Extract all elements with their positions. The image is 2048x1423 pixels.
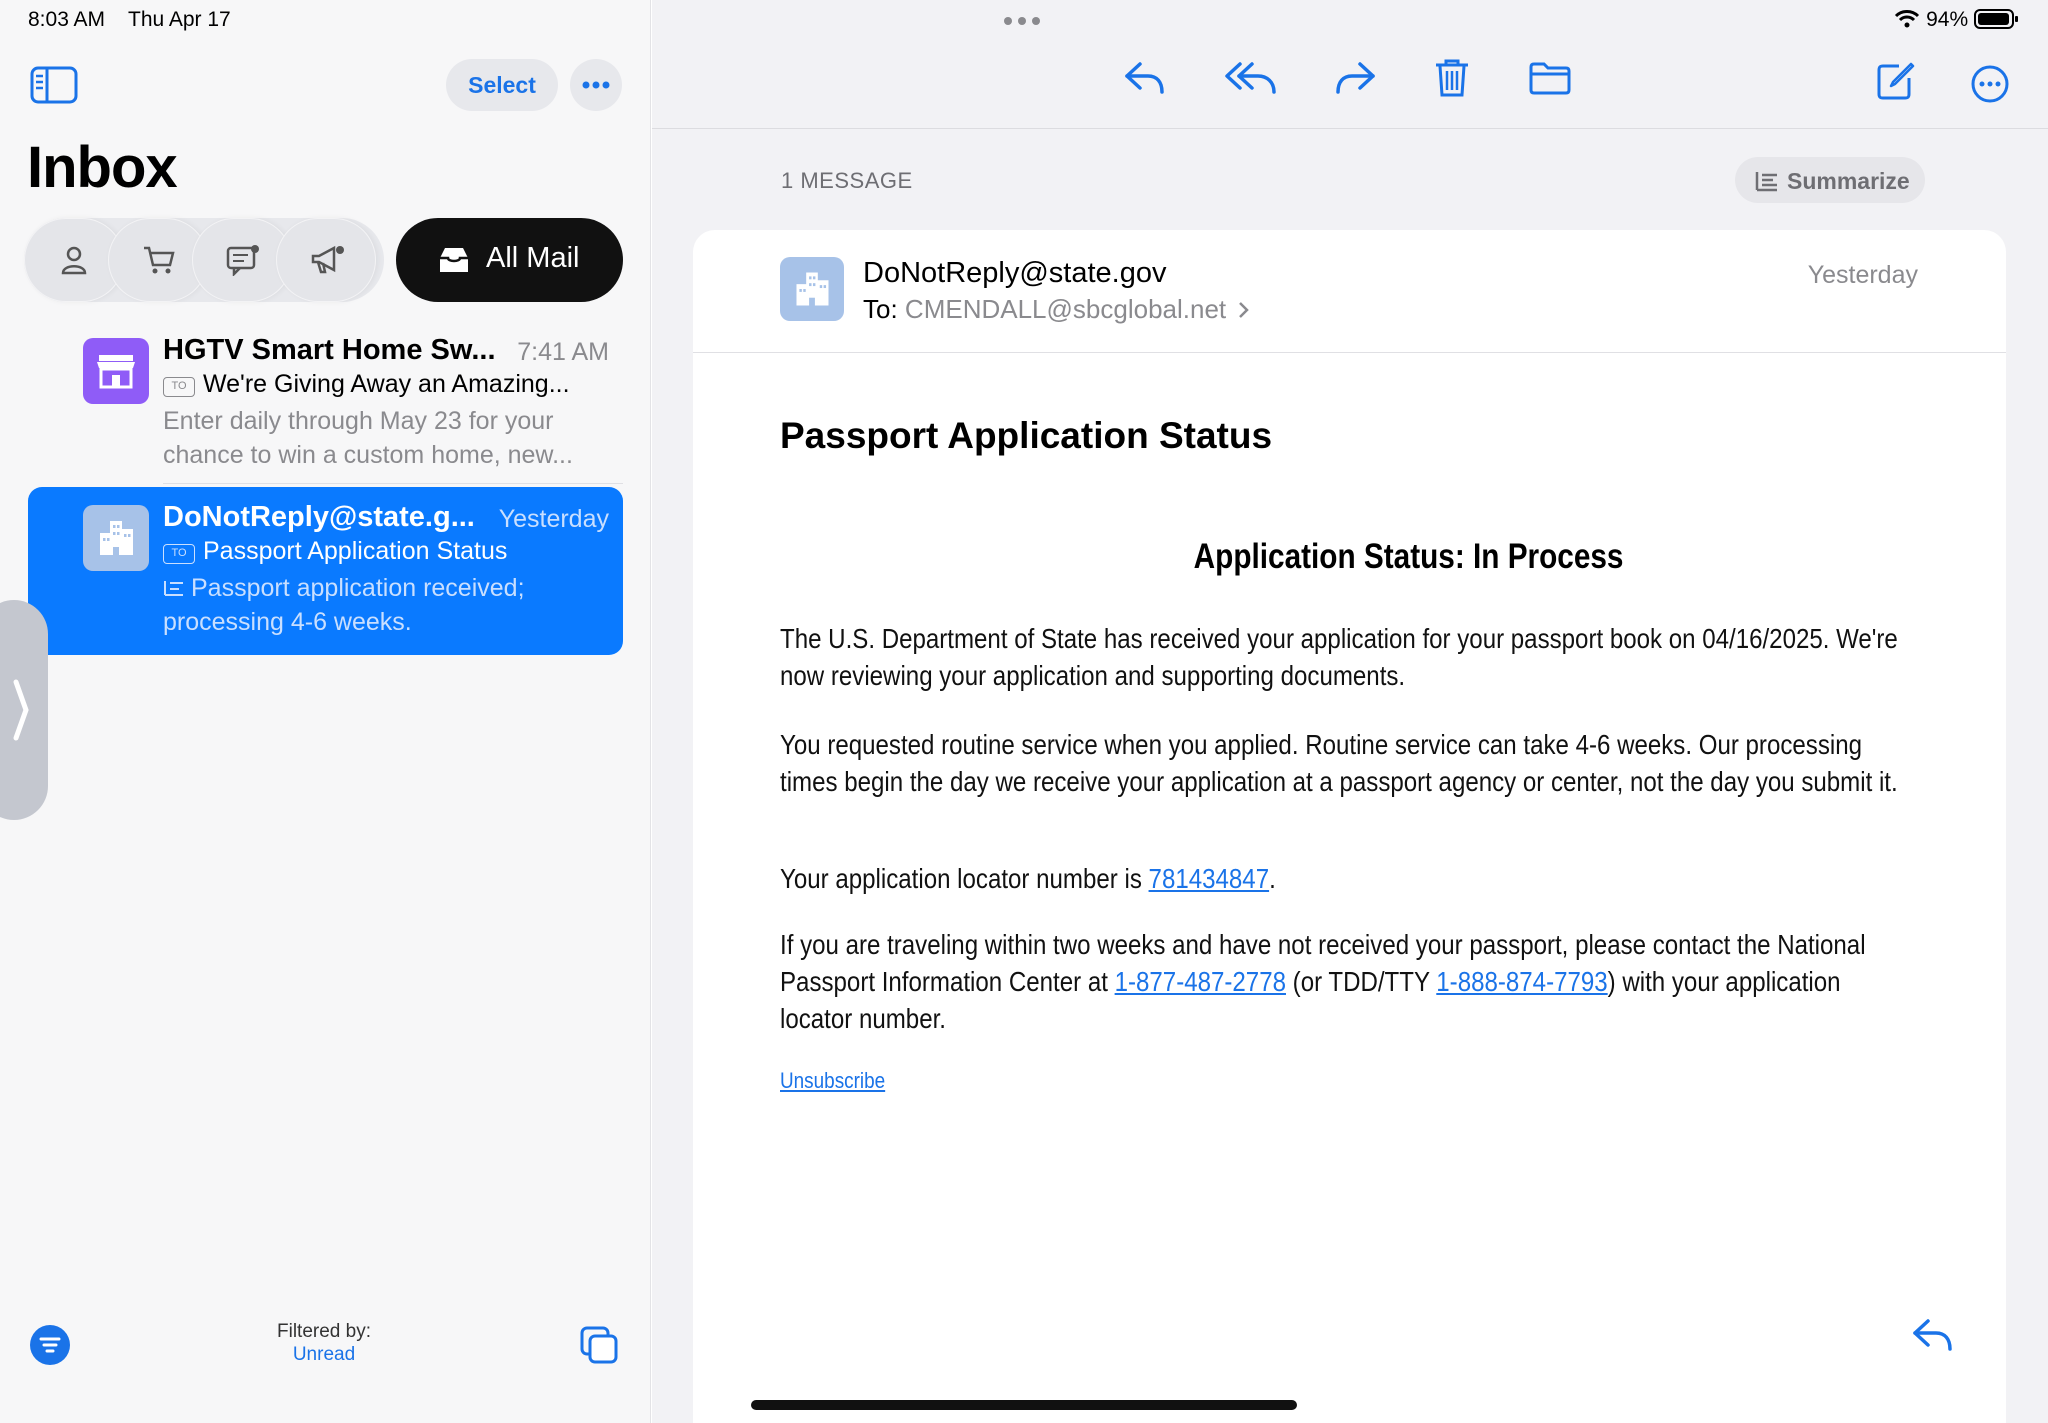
filter-icon (30, 1325, 70, 1365)
reply-icon (1912, 1317, 1954, 1353)
reply-all-icon (1224, 60, 1278, 96)
windows-stack-icon (578, 1324, 620, 1366)
ellipsis-icon (570, 59, 622, 111)
text-segment: If you are traveling within two weeks and have not received your passport, please contact the National Passport Information Center at (780, 929, 1866, 997)
tty-phone-link[interactable]: 1-888-874-7793 (1436, 966, 1608, 997)
forward-button[interactable] (1334, 60, 1376, 96)
stack-view-button[interactable] (578, 1324, 620, 1366)
text-segment: . (1269, 863, 1276, 894)
list-item[interactable] (28, 320, 623, 488)
battery-percent: 94% (1926, 8, 1969, 31)
cart-icon (142, 244, 176, 276)
person-icon (58, 244, 90, 276)
message-preview: Enter daily through May 23 for your chance to win a custom home, new... (163, 407, 573, 469)
status-date: Thu Apr 17 (128, 8, 231, 31)
compose-icon (1875, 62, 1915, 100)
sender-avatar (780, 257, 844, 321)
message-count: 1 MESSAGE (781, 168, 913, 193)
sidebar-drag-handle[interactable] (0, 600, 48, 820)
reply-icon (1124, 60, 1166, 96)
chevron-right-icon (0, 600, 48, 820)
message-preview (163, 571, 603, 639)
mailbox-sidebar (0, 0, 651, 1423)
move-folder-button[interactable] (1528, 60, 1572, 96)
folder-icon (1528, 60, 1572, 96)
filter-button[interactable] (30, 1325, 70, 1365)
page-title: Inbox (27, 135, 177, 200)
email-heading: Application Status: In Process (1193, 537, 1624, 576)
storefront-icon (83, 338, 149, 404)
phone-link[interactable]: 1-877-487-2778 (1114, 966, 1286, 997)
trash-icon (1434, 58, 1470, 98)
text-segment: Your application locator number is (780, 863, 1149, 894)
message-reader (652, 0, 2048, 1423)
filter-value[interactable]: Unread (292, 1344, 356, 1365)
chevron-right-icon (1237, 300, 1251, 320)
forward-icon (1334, 60, 1376, 96)
summarize-icon (1755, 170, 1781, 192)
trash-button[interactable] (1434, 58, 1470, 98)
all-mail-tab[interactable] (396, 218, 623, 302)
reply-button[interactable] (1124, 60, 1166, 96)
email-subject: Passport Application Status (780, 415, 1273, 456)
list-item-selected[interactable] (28, 487, 623, 655)
more-actions-button[interactable] (1970, 64, 2010, 104)
sender-name: DoNotReply@state.g... (163, 501, 475, 533)
sender-avatar (83, 505, 149, 571)
summary-icon (163, 578, 187, 598)
tray-icon (436, 244, 472, 276)
battery-icon (1974, 8, 2020, 30)
home-indicator[interactable] (751, 1400, 1297, 1410)
text-segment: (or TDD/TTY (1285, 966, 1437, 997)
ellipsis-circle-icon (1970, 64, 2010, 104)
sender-address[interactable]: DoNotReply@state.gov (863, 257, 1167, 289)
email-paragraph (780, 860, 1910, 897)
recipient-line[interactable] (863, 294, 1251, 325)
message-time: 7:41 AM (517, 338, 609, 366)
email-paragraph: The U.S. Department of State has received your application for your passport book on 04/16/2025. We're now reviewing your application and supporting documents. (780, 623, 1898, 691)
status-bar-right (1894, 8, 2020, 32)
message-subject (163, 370, 570, 399)
message-card (693, 230, 2006, 1423)
message-time: Yesterday (498, 505, 609, 533)
multitasking-dots-icon[interactable] (1002, 16, 1042, 26)
message-icon (226, 244, 260, 276)
status-time: 8:03 AM (28, 8, 106, 31)
reply-all-button[interactable] (1224, 60, 1278, 96)
subject-text: We're Giving Away an Amazing... (203, 370, 570, 398)
all-mail-label: All Mail (486, 242, 580, 274)
to-label: To: (863, 294, 898, 324)
email-paragraph: You requested routine service when you applied. Routine service can take 4-6 weeks. Our processing times begin the day we receive your application at a passport agency or center, not the day you submit it. (780, 729, 1898, 797)
to-badge: TO (163, 544, 195, 564)
compose-button[interactable] (1875, 62, 1915, 100)
recipient-address: CMENDALL@sbcglobal.net (904, 294, 1227, 324)
email-paragraph (780, 926, 1910, 1037)
more-options-button[interactable] (570, 59, 622, 111)
sidebar-toggle-icon[interactable] (30, 66, 78, 104)
divider (163, 483, 623, 484)
category-filter-group (24, 218, 384, 302)
sender-avatar (83, 338, 149, 404)
select-button[interactable]: Select (446, 59, 558, 111)
preview-text: Passport application received; processing 4-6 weeks. (163, 574, 525, 636)
unsubscribe-link[interactable]: Unsubscribe (780, 1068, 886, 1093)
locator-link[interactable]: 781434847 (1148, 863, 1270, 894)
to-badge: TO (163, 377, 195, 397)
text-segment: ) with your application locator number. (780, 966, 1841, 1034)
divider (693, 352, 2006, 353)
category-promotions-tab[interactable] (276, 218, 376, 302)
sender-name: HGTV Smart Home Sw... (163, 334, 496, 366)
subject-text: Passport Application Status (203, 537, 508, 565)
building-icon (780, 257, 844, 321)
message-subject (163, 537, 507, 566)
filter-label: Filtered by: (277, 1321, 371, 1342)
building-icon (83, 505, 149, 571)
quick-reply-button[interactable] (1912, 1317, 1954, 1353)
wifi-icon (1894, 9, 1920, 29)
megaphone-icon (310, 244, 344, 276)
message-date: Yesterday (1807, 261, 1918, 289)
summarize-button[interactable] (1735, 157, 1925, 203)
summarize-label: Summarize (1787, 168, 1910, 194)
